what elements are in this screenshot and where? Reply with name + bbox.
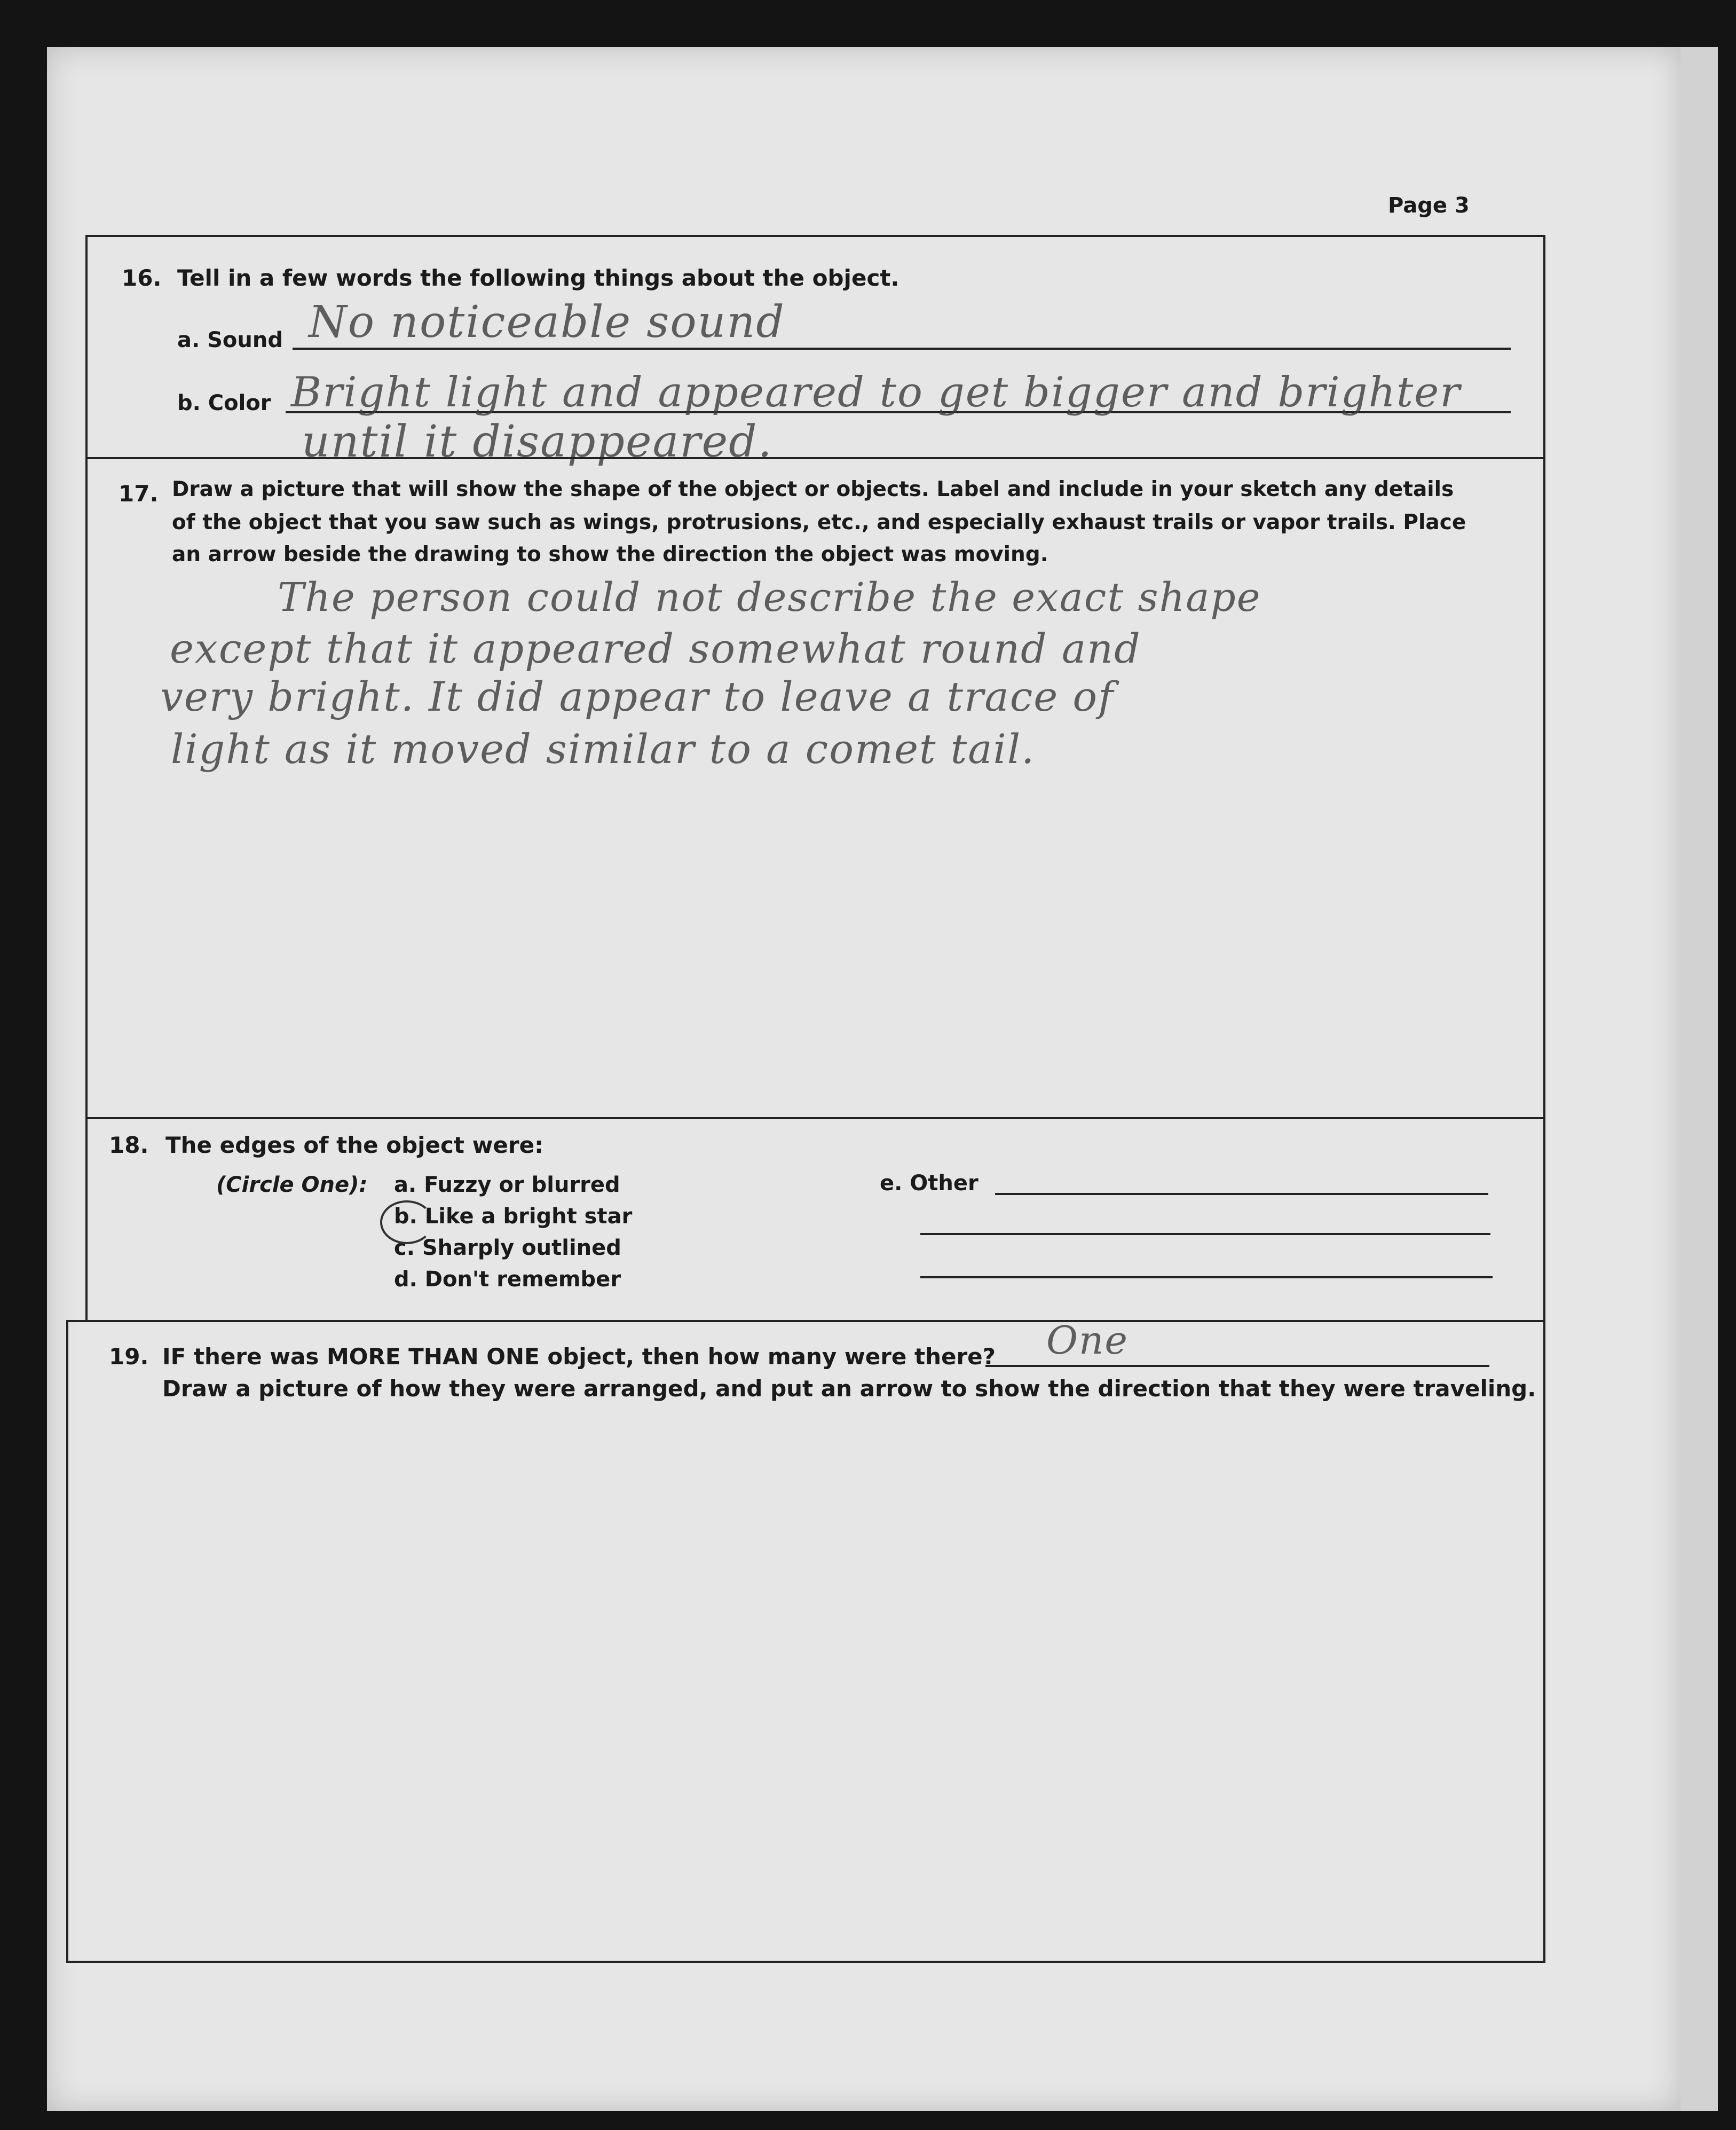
selected-option-circle (380, 1200, 433, 1244)
edge-option-c[interactable]: c. Sharply outlined (394, 1236, 621, 1260)
object-count-line (985, 1365, 1489, 1367)
q17-answer-line-3[interactable]: very bright. It did appear to leave a trace of (160, 673, 1115, 720)
color-answer-line-2[interactable]: until it disappeared. (302, 416, 773, 467)
q18-number: 18. (109, 1132, 149, 1158)
q17-answer-line-2[interactable]: except that it appeared somewhat round and (170, 625, 1141, 672)
edge-option-a[interactable]: a. Fuzzy or blurred (394, 1173, 620, 1197)
edge-option-e[interactable]: e. Other (880, 1171, 979, 1196)
color-answer-line-1[interactable]: Bright light and appeared to get bigger and brighter (291, 368, 1461, 416)
question-19-box (66, 1320, 1545, 1963)
edge-option-b[interactable]: b. Like a bright star (394, 1204, 633, 1229)
edge-option-d[interactable]: d. Don't remember (394, 1267, 621, 1292)
q16-number: 16. (122, 265, 162, 291)
page-edge (1680, 47, 1718, 2111)
sound-answer-line (293, 348, 1511, 350)
q16-prompt: Tell in a few words the following things about the object. (177, 265, 899, 291)
q17-number: 17. (119, 481, 159, 507)
q17-prompt-line-2: of the object that you saw such as wings, protrusions, etc., and especially exhaust trails or vapor trails. Place (172, 510, 1466, 535)
q19-prompt-line-2: Draw a picture of how they were arranged, and put an arrow to show the direction that they were traveling. (162, 1376, 1536, 1402)
other-answer-line-1 (995, 1193, 1488, 1195)
other-answer-line-2 (920, 1233, 1490, 1235)
sound-answer[interactable]: No noticeable sound (309, 297, 785, 348)
circle-one-instruction: (Circle One): (216, 1173, 368, 1197)
q17-answer-line-1[interactable]: The person could not describe the exact shape (278, 575, 1261, 620)
other-answer-line-3 (920, 1276, 1493, 1278)
object-count-answer[interactable]: One (1046, 1318, 1129, 1363)
q19-prompt-line-1: IF there was MORE THAN ONE object, then how many were there? (162, 1343, 996, 1370)
sound-label: a. Sound (177, 328, 283, 352)
q17-prompt-line-1: Draw a picture that will show the shape of the object or objects. Label and include in your sketch any details (172, 477, 1454, 501)
color-label: b. Color (177, 391, 271, 415)
q17-answer-line-4[interactable]: light as it moved similar to a comet tail. (171, 725, 1036, 773)
page-number: Page 3 (1388, 193, 1470, 218)
q17-prompt-line-3: an arrow beside the drawing to show the direction the object was moving. (172, 543, 1048, 567)
q19-number: 19. (109, 1343, 149, 1370)
q18-prompt: The edges of the object were: (165, 1132, 543, 1158)
